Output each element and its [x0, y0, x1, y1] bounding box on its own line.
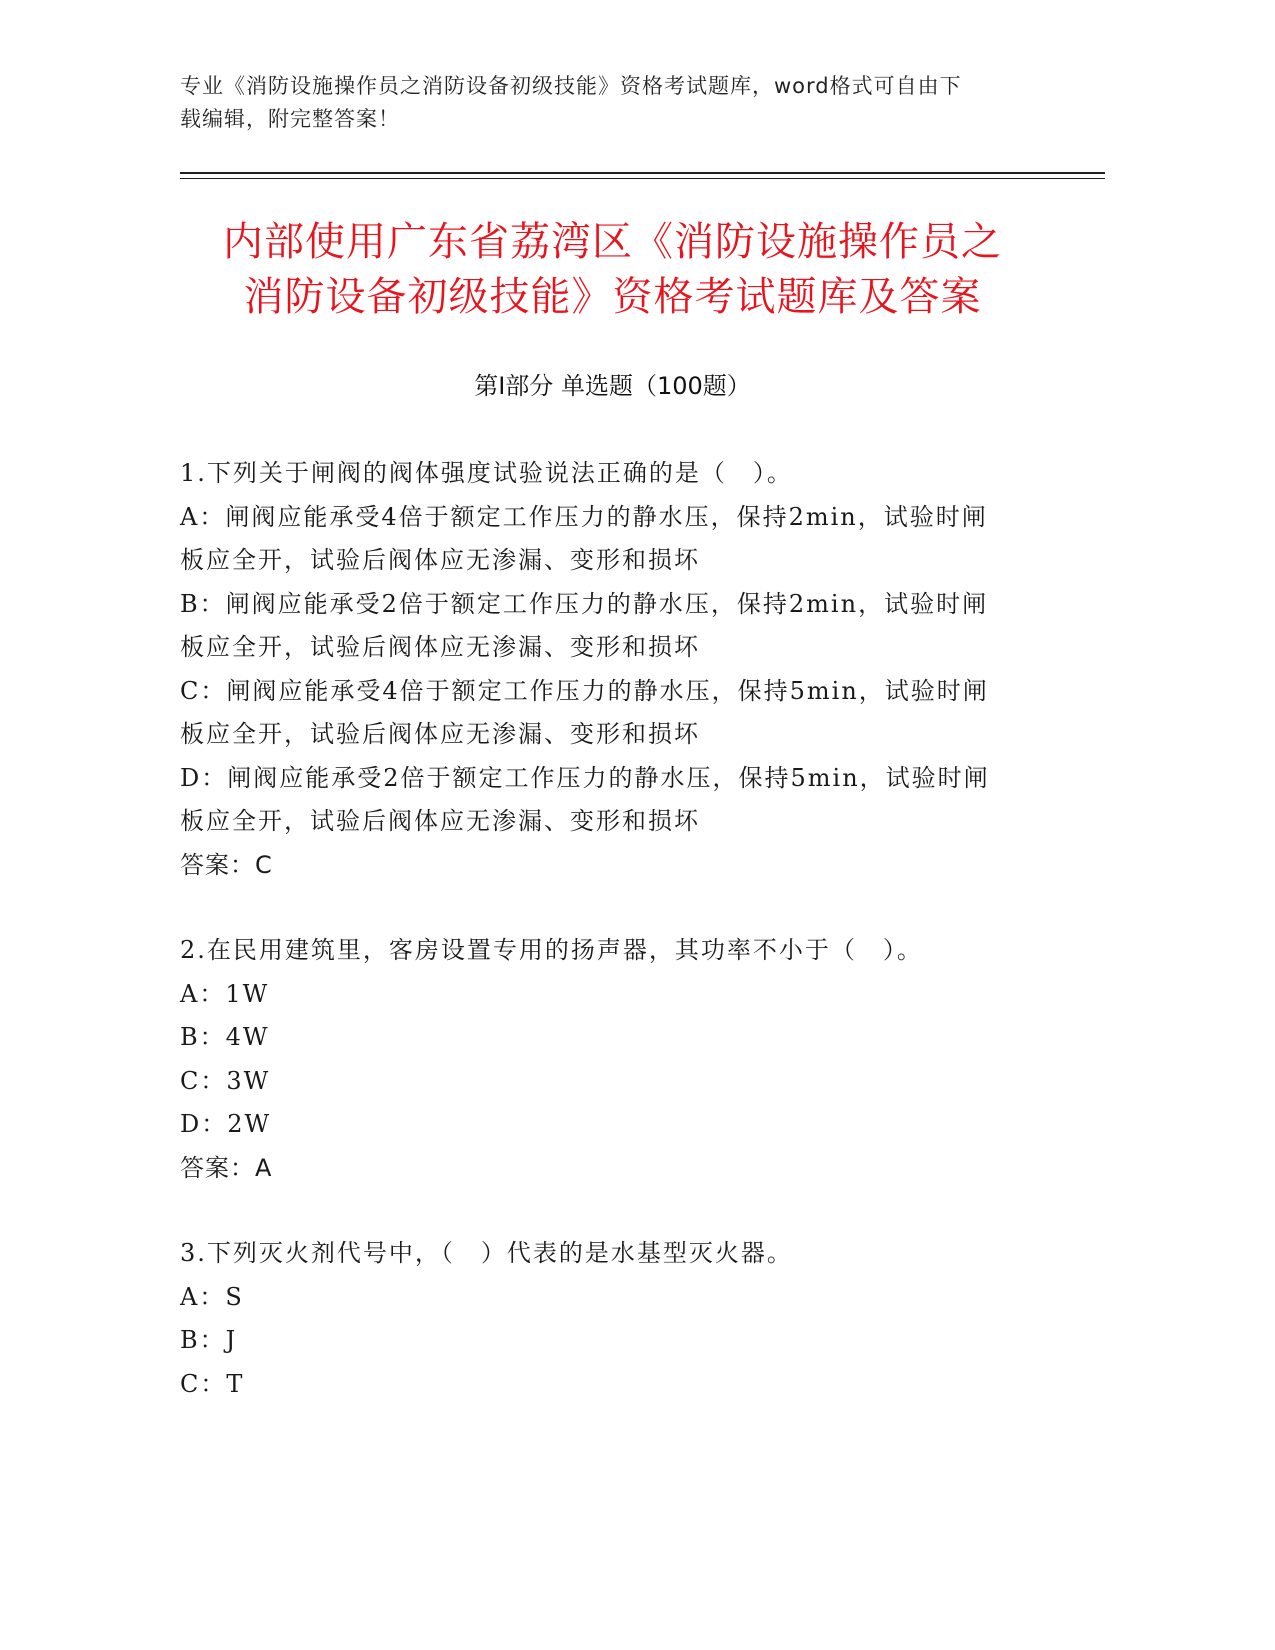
- option-line: 板应全开，试验后阀体应无渗漏、变形和损坏: [180, 633, 700, 661]
- question-stem: 2.在民用建筑里，客房设置专用的扬声器，其功率不小于（ ）。: [180, 936, 923, 964]
- header-divider-thin: [180, 178, 1105, 179]
- answer-line: 答案：A: [180, 1153, 273, 1182]
- question-3: [180, 1232, 1040, 1406]
- option-line: 板应全开，试验后阀体应无渗漏、变形和损坏: [180, 807, 700, 835]
- question-stem: 1.下列关于闸阀的阀体强度试验说法正确的是（ ）。: [180, 459, 793, 487]
- document-title-line-2: 消防设备初级技能》资格考试题库及答案: [243, 274, 982, 320]
- document-title: [150, 215, 1075, 325]
- option-line: 板应全开，试验后阀体应无渗漏、变形和损坏: [180, 546, 700, 574]
- option-line: B：4W: [180, 1023, 270, 1051]
- answer-line: 答案：C: [180, 850, 273, 879]
- option-line: C：T: [180, 1369, 245, 1398]
- header-divider-thick: [180, 172, 1105, 174]
- option-line: B：闸阀应能承受2倍于额定工作压力的静水压，保持2min，试验时闸: [180, 589, 989, 618]
- option-line: B：J: [180, 1326, 238, 1354]
- header-note: [180, 70, 1060, 136]
- question-list: [180, 452, 1040, 1448]
- question-2: [180, 929, 1040, 1190]
- option-line: 板应全开，试验后阀体应无渗漏、变形和损坏: [180, 720, 700, 748]
- option-line: C：3W: [180, 1066, 271, 1095]
- question-stem: 3.下列灭火剂代号中，（ ）代表的是水基型灭火器。: [180, 1239, 793, 1267]
- header-note-line-1: 专业《消防设施操作员之消防设备初级技能》资格考试题库，word格式可自由下: [180, 74, 962, 98]
- option-line: D：闸阀应能承受2倍于额定工作压力的静水压，保持5min，试验时闸: [180, 763, 990, 792]
- question-1: [180, 452, 1040, 887]
- option-line: D：2W: [180, 1110, 272, 1138]
- option-line: A：1W: [180, 979, 270, 1008]
- option-line: C：闸阀应能承受4倍于额定工作压力的静水压，保持5min，试验时闸: [180, 676, 989, 705]
- header-note-line-2: 载编辑，附完整答案！: [180, 107, 400, 131]
- section-heading: 第Ⅰ部分 单选题（100题）: [474, 372, 751, 400]
- document-title-line-1: 内部使用广东省荔湾区《消防设施操作员之: [223, 219, 1002, 265]
- option-line: A：S: [180, 1282, 244, 1311]
- option-line: A：闸阀应能承受4倍于额定工作压力的静水压，保持2min，试验时闸: [180, 502, 988, 531]
